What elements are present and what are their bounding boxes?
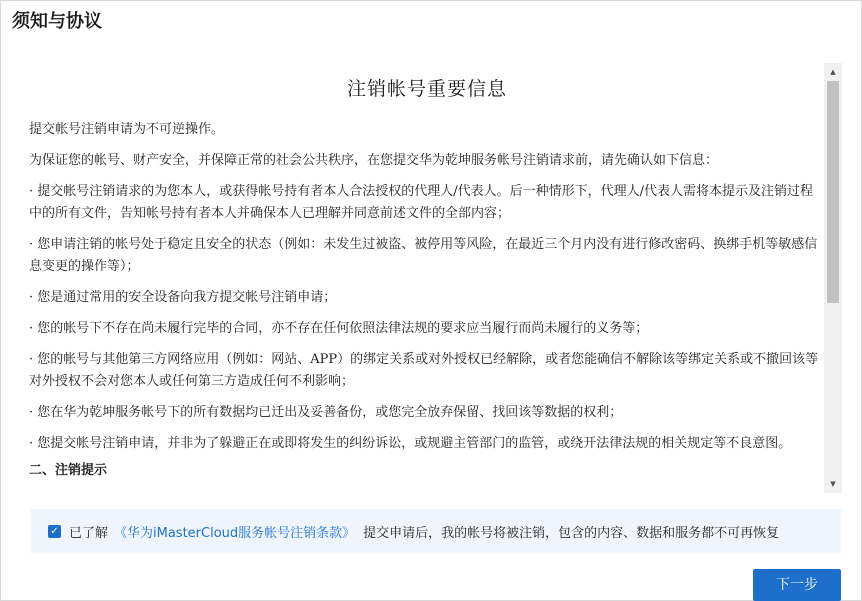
document-heading: 注销帐号重要信息 xyxy=(346,78,507,100)
scroll-up-icon[interactable]: ▲ xyxy=(830,68,836,76)
agree-prefix-label: 已了解 xyxy=(69,525,109,541)
doc-paragraph-confirm-intro: 为保证您的帐号、财产安全，并保障正常的社会公共秩序，在您提交华为乾坤服务帐号注销请求前，请先确认如下信息： xyxy=(29,153,719,168)
scroll-down-icon[interactable]: ▼ xyxy=(830,480,836,488)
doc-bullet-contracts: · 您的帐号下不存在尚未履行完毕的合同，亦不存在任何依照法律法规的要求应当履行而尚未履行的义务等； xyxy=(29,321,649,336)
doc-bullet-data-backup: · 您在华为乾坤服务帐号下的所有数据均已迁出及妥善备份，或您完全放弃保留、找回该等数据的权利； xyxy=(29,405,623,420)
doc-paragraph-irreversible: 提交帐号注销申请为不可逆操作。 xyxy=(29,122,225,137)
next-button[interactable]: 下一步 xyxy=(753,569,841,601)
doc-bullet-owner: · 提交帐号注销请求的为您本人，或获得帐号持有者本人合法授权的代理人/代表人。后一种情形下，代理人/代表人需将本提示及注销过程中的所有文件，告知帐号持有者本人并确保本人已理解并同意前述文件的全部内容； xyxy=(29,184,814,221)
terms-link[interactable]: 《华为iMasterCloud服务帐号注销条款》 xyxy=(114,525,356,541)
scrollbar-thumb[interactable] xyxy=(827,81,839,303)
document-frame[interactable] xyxy=(17,63,843,493)
doc-bullet-device: · 您是通过常用的安全设备向我方提交帐号注销申请； xyxy=(29,290,337,305)
doc-bullet-no-evasion: · 您提交帐号注销申请，并非为了躲避正在或即将发生的纠纷诉讼，或规避主管部门的监管，或绕开法律法规的相关规定等不良意图。 xyxy=(29,436,792,451)
agree-suffix-text: 提交申请后，我的帐号将被注销，包含的内容、数据和服务都不可再恢复 xyxy=(363,525,780,541)
doc-bullet-account-state: · 您申请注销的帐号处于稳定且安全的状态（例如：未发生过被盗、被停用等风险，在最近三个月内没有进行修改密码、换绑手机等敏感信息变更的操作等）； xyxy=(29,237,818,274)
document-content xyxy=(29,63,825,493)
agree-checkbox[interactable]: ✓ xyxy=(48,525,61,538)
dialog-title: 须知与协议 xyxy=(12,11,102,32)
doc-partial-heading: 二、注销提示 xyxy=(29,463,108,478)
doc-bullet-third-party: · 您的帐号与其他第三方网络应用（例如：网站、APP）的绑定关系或对外授权已经解除，或者您能确信不解除该等绑定关系或不撤回该等对外授权不会对您本人或任何第三方造成任何不利影响； xyxy=(29,352,819,389)
document-scrollbar[interactable] xyxy=(824,63,842,493)
agreement-bar xyxy=(31,509,841,553)
